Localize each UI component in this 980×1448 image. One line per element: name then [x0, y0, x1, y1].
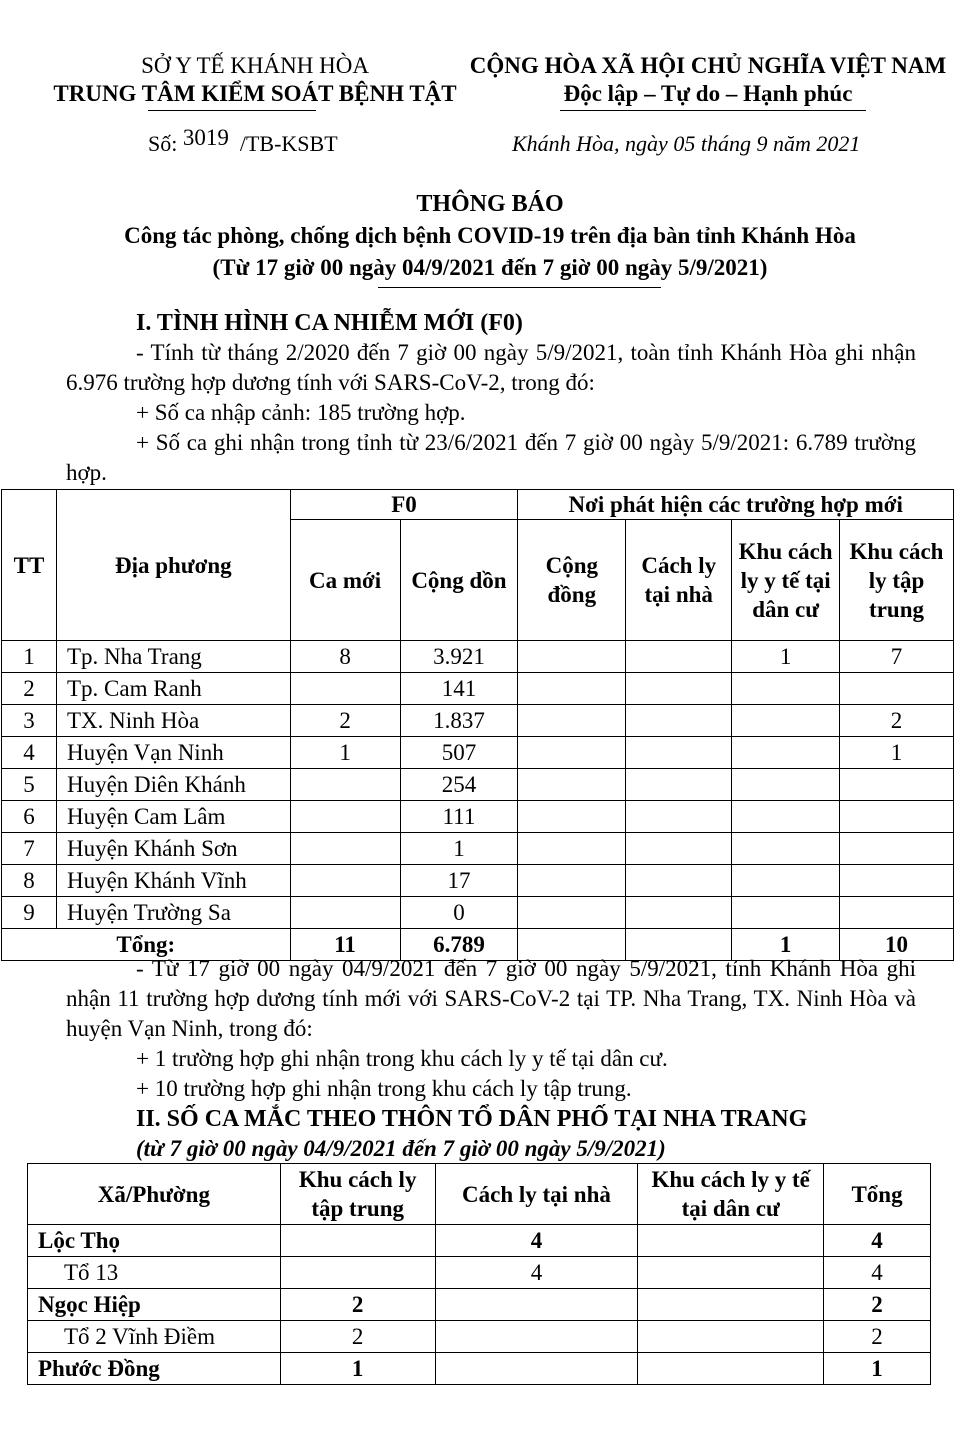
header-tt: TT — [2, 490, 57, 641]
section1-para2: + Số ca nhập cảnh: 185 trường hợp. — [136, 400, 466, 425]
row-tt: 4 — [2, 737, 57, 769]
row-tap-trung — [840, 673, 954, 705]
row-cong-dong — [518, 833, 626, 865]
agency-underline — [148, 110, 316, 111]
total-cong-don: 6.789 — [400, 929, 518, 961]
so-label: Số: — [148, 131, 178, 156]
summary-para3: + 10 trường hợp ghi nhận trong khu cách ly tập trung. — [136, 1076, 632, 1101]
t2-header-tai-nha: Cách ly tại nhà — [435, 1164, 638, 1225]
row-ca-moi — [290, 865, 400, 897]
row-cong-don: 0 — [400, 897, 518, 929]
total-tap-trung: 10 — [840, 929, 954, 961]
t2-header-xa: Xã/Phường — [28, 1164, 281, 1225]
so-number: 3019 — [182, 125, 229, 150]
document-number — [148, 125, 338, 157]
section2-subheading: (từ 7 giờ 00 ngày 04/9/2021 đến 7 giờ 00 ngày 5/9/2021) — [136, 1136, 666, 1161]
row-locality: Huyện Cam Lâm — [56, 801, 290, 833]
summary-para1: - Từ 17 giờ 00 ngày 04/9/2021 đến 7 giờ 00 ngày 5/9/2021, tỉnh Khánh Hòa ghi nhận 11 trường hợp dương tính mới với SARS-CoV-2 tại TP. Nha Trang, TX. Ninh Hòa và huyện Vạn Ninh, trong đó: — [66, 956, 916, 1041]
total-ca-moi: 11 — [290, 929, 400, 961]
row-tap-trung — [840, 801, 954, 833]
ward-tai-nha: 4 — [435, 1257, 638, 1289]
title-underline — [378, 287, 661, 288]
header-f0: F0 — [290, 490, 518, 520]
table-row — [28, 1321, 931, 1353]
row-tap-trung: 7 — [840, 641, 954, 673]
ward-tai-nha — [435, 1353, 638, 1385]
row-tai-nha — [626, 769, 732, 801]
ward-tap-trung: 1 — [280, 1353, 435, 1385]
national-title: CỘNG HÒA XÃ HỘI CHỦ NGHĨA VIỆT NAM — [469, 53, 947, 78]
row-tt: 3 — [2, 705, 57, 737]
section2-heading: II. SỐ CA MẮC THEO THÔN TỔ DÂN PHỐ TẠI NHA TRANG — [136, 1106, 808, 1132]
ward-dan-cu — [638, 1289, 824, 1321]
ward-tap-trung: 2 — [280, 1321, 435, 1353]
motto-underline — [560, 110, 866, 111]
ward-dan-cu — [638, 1321, 824, 1353]
row-locality: Huyện Vạn Ninh — [56, 737, 290, 769]
row-tt: 7 — [2, 833, 57, 865]
header-khu-dan-cu: Khu cách ly y tế tại dân cư — [732, 520, 840, 641]
row-tt: 8 — [2, 865, 57, 897]
row-tai-nha — [626, 897, 732, 929]
ward-tong: 1 — [824, 1353, 931, 1385]
row-tap-trung — [840, 769, 954, 801]
doc-subtitle: Công tác phòng, chống dịch bệnh COVID-19 trên địa bàn tỉnh Khánh Hòa — [124, 223, 856, 248]
row-cong-don: 3.921 — [400, 641, 518, 673]
table-row — [2, 737, 954, 769]
ward-tap-trung — [280, 1225, 435, 1257]
row-cong-don: 254 — [400, 769, 518, 801]
row-tai-nha — [626, 673, 732, 705]
ward-tap-trung: 2 — [280, 1289, 435, 1321]
cases-by-locality-table — [1, 489, 954, 961]
row-dan-cu — [732, 769, 840, 801]
ward-name: Phước Đồng — [28, 1353, 281, 1385]
doc-title: THÔNG BÁO — [416, 191, 564, 217]
row-dan-cu — [732, 737, 840, 769]
ward-name: Tổ 13 — [28, 1257, 281, 1289]
row-dan-cu — [732, 705, 840, 737]
table-row — [2, 673, 954, 705]
table-row — [2, 705, 954, 737]
ward-tong: 4 — [824, 1225, 931, 1257]
row-cong-dong — [518, 769, 626, 801]
ward-dan-cu — [638, 1353, 824, 1385]
row-locality: Huyện Khánh Vĩnh — [56, 865, 290, 897]
row-cong-dong — [518, 737, 626, 769]
table-row — [2, 897, 954, 929]
row-cong-don: 17 — [400, 865, 518, 897]
row-locality: Huyện Khánh Sơn — [56, 833, 290, 865]
header-ca-moi: Ca mới — [290, 520, 400, 641]
row-cong-dong — [518, 673, 626, 705]
table-row — [2, 641, 954, 673]
ward-tong: 4 — [824, 1257, 931, 1289]
row-dan-cu — [732, 673, 840, 705]
row-cong-don: 111 — [400, 801, 518, 833]
ward-tai-nha — [435, 1289, 638, 1321]
row-locality: TX. Ninh Hòa — [56, 705, 290, 737]
row-tai-nha — [626, 833, 732, 865]
agency-name: TRUNG TÂM KIỂM SOÁT BỆNH TẬT — [53, 81, 457, 106]
row-cong-dong — [518, 801, 626, 833]
t2-header-tap-trung: Khu cách ly tập trung — [280, 1164, 435, 1225]
table-row — [2, 801, 954, 833]
doc-period: (Từ 17 giờ 00 ngày 04/9/2021 đến 7 giờ 00 ngày 5/9/2021) — [212, 255, 768, 280]
section1-heading: I. TÌNH HÌNH CA NHIỄM MỚI (F0) — [136, 310, 523, 336]
row-tai-nha — [626, 801, 732, 833]
summary-para2: + 1 trường hợp ghi nhận trong khu cách ly y tế tại dân cư. — [136, 1046, 668, 1071]
table-row — [2, 833, 954, 865]
row-dan-cu: 1 — [732, 641, 840, 673]
row-cong-dong — [518, 641, 626, 673]
row-ca-moi — [290, 769, 400, 801]
table-row — [28, 1353, 931, 1385]
section1 — [66, 308, 916, 488]
agency-parent: SỞ Y TẾ KHÁNH HÒA — [141, 53, 369, 78]
row-ca-moi: 2 — [290, 705, 400, 737]
ward-tong: 2 — [824, 1321, 931, 1353]
row-dan-cu — [732, 897, 840, 929]
row-tap-trung — [840, 897, 954, 929]
ward-tap-trung — [280, 1257, 435, 1289]
row-tap-trung: 2 — [840, 705, 954, 737]
header-noi-phat-hien: Nơi phát hiện các trường hợp mới — [518, 490, 954, 520]
row-locality: Tp. Cam Ranh — [56, 673, 290, 705]
row-tai-nha — [626, 737, 732, 769]
t2-header-tong: Tổng — [824, 1164, 931, 1225]
row-tt: 9 — [2, 897, 57, 929]
table-row — [2, 769, 954, 801]
new-cases-summary — [66, 954, 916, 1164]
row-ca-moi — [290, 833, 400, 865]
header-cong-don: Cộng dồn — [400, 520, 518, 641]
section1-para1: - Tính từ tháng 2/2020 đến 7 giờ 00 ngày 5/9/2021, toàn tỉnh Khánh Hòa ghi nhận 6.976 trường hợp dương tính với SARS-CoV-2, trong đó: — [66, 340, 916, 395]
ward-tai-nha: 4 — [435, 1225, 638, 1257]
ward-dan-cu — [638, 1225, 824, 1257]
row-locality: Huyện Diên Khánh — [56, 769, 290, 801]
row-tt: 1 — [2, 641, 57, 673]
row-cong-dong — [518, 865, 626, 897]
row-cong-don: 141 — [400, 673, 518, 705]
total-dan-cu: 1 — [732, 929, 840, 961]
row-tt: 6 — [2, 801, 57, 833]
header-cach-ly-nha: Cách ly tại nhà — [626, 520, 732, 641]
row-dan-cu — [732, 801, 840, 833]
table-row — [28, 1225, 931, 1257]
row-tai-nha — [626, 865, 732, 897]
row-cong-don: 507 — [400, 737, 518, 769]
table-row — [28, 1257, 931, 1289]
row-tai-nha — [626, 705, 732, 737]
row-locality: Tp. Nha Trang — [56, 641, 290, 673]
row-ca-moi — [290, 801, 400, 833]
table-row — [2, 865, 954, 897]
so-suffix: /TB-KSBT — [239, 131, 338, 156]
row-dan-cu — [732, 833, 840, 865]
row-tap-trung: 1 — [840, 737, 954, 769]
row-tai-nha — [626, 641, 732, 673]
ward-name: Tổ 2 Vĩnh Điềm — [28, 1321, 281, 1353]
row-locality: Huyện Trường Sa — [56, 897, 290, 929]
table-row — [28, 1289, 931, 1321]
row-ca-moi: 8 — [290, 641, 400, 673]
row-tap-trung — [840, 833, 954, 865]
row-dan-cu — [732, 865, 840, 897]
ward-dan-cu — [638, 1257, 824, 1289]
ward-name: Lộc Thọ — [28, 1225, 281, 1257]
ward-tai-nha — [435, 1321, 638, 1353]
ward-name: Ngọc Hiệp — [28, 1289, 281, 1321]
row-ca-moi: 1 — [290, 737, 400, 769]
agency-header — [40, 52, 470, 108]
row-cong-dong — [518, 705, 626, 737]
row-ca-moi — [290, 673, 400, 705]
row-ca-moi — [290, 897, 400, 929]
ward-tong: 2 — [824, 1289, 931, 1321]
national-motto: Độc lập – Tự do – Hạnh phúc — [563, 81, 853, 106]
total-label: Tổng: — [2, 929, 291, 961]
title-block — [40, 188, 940, 284]
section1-para3: + Số ca ghi nhận trong tỉnh từ 23/6/2021 đến 7 giờ 00 ngày 5/9/2021: 6.789 trường hợp. — [66, 430, 916, 485]
row-tt: 2 — [2, 673, 57, 705]
header-dia-phuong: Địa phương — [56, 490, 290, 641]
document-date: Khánh Hòa, ngày 05 tháng 9 năm 2021 — [512, 131, 861, 156]
cases-by-ward-table — [27, 1163, 931, 1385]
row-tt: 5 — [2, 769, 57, 801]
row-cong-dong — [518, 897, 626, 929]
row-cong-don: 1.837 — [400, 705, 518, 737]
t2-header-dan-cu: Khu cách ly y tế tại dân cư — [638, 1164, 824, 1225]
national-header — [462, 52, 954, 108]
header-cong-dong: Cộng đồng — [518, 520, 626, 641]
row-tap-trung — [840, 865, 954, 897]
row-cong-don: 1 — [400, 833, 518, 865]
header-khu-tap-trung: Khu cách ly tập trung — [840, 520, 954, 641]
